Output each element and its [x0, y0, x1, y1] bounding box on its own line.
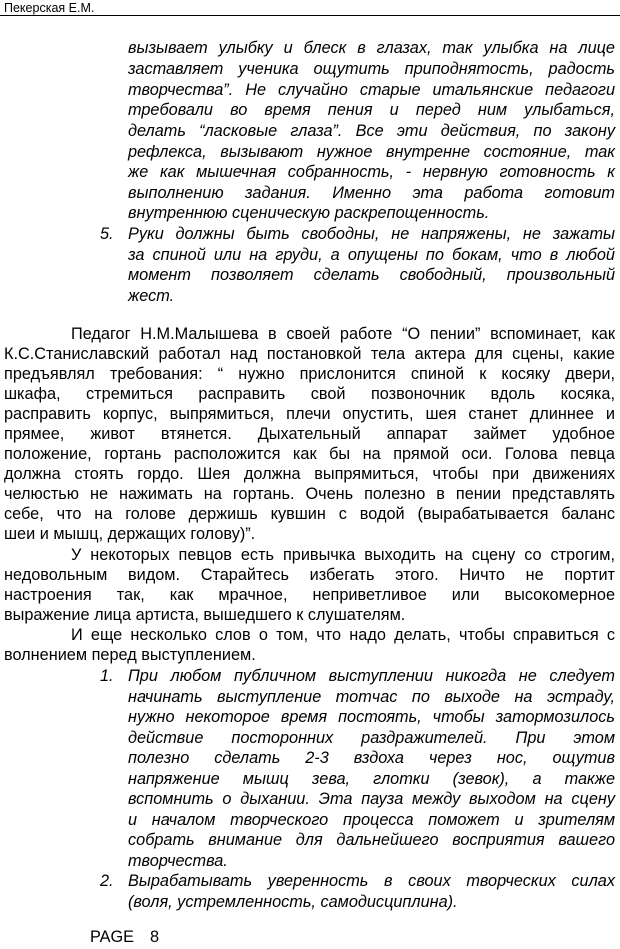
text-line: прямее, живот втянется. Дыхательный аппарат займет удобное	[4, 425, 615, 443]
text-line: настроения так, как мрачное, неприветливое или высокомерное	[4, 586, 615, 604]
text-line: И еще несколько слов о том, что надо делать, чтобы справиться с	[71, 626, 615, 644]
text-line: рефлекса, вызывают нужное внутренне состояние, так	[128, 143, 615, 161]
text-line: требовали во время пения и перед ним улыбаться,	[128, 101, 615, 119]
text-line: Руки должны быть свободны, не напряжены, не зажаты	[128, 225, 615, 243]
text-line: жест.	[128, 287, 175, 305]
text-line: Вырабатывать уверенность в своих творческих силах	[128, 872, 615, 890]
text-line: заставляет ученика ощутить приподнятость, радость	[128, 60, 615, 78]
text-line: шкафа, стремиться расправить свой позвоночник вдоль косяка,	[4, 385, 615, 403]
text-line: напряжение мышц зева, глотки (зевок), а также	[128, 770, 615, 788]
text-line: расправить корпус, выпрямиться, плечи опустить, шея станет длиннее и	[4, 405, 615, 423]
text-line: положение, гортань расположится как бы на прямой оси. Голова певца	[4, 445, 615, 463]
text-line: себе, что на голове держишь кувшин с водой (вырабатывается баланс	[4, 505, 615, 523]
text-line: При любом публичном выступлении никогда не следует	[128, 667, 615, 685]
text-line: внутреннюю сценическую раскрепощенность.	[128, 204, 490, 222]
text-line: выражение лица артиста, вышедшего к слушателям.	[4, 606, 406, 624]
text-line: действие посторонних раздражителей. При этом	[128, 729, 615, 747]
text-line: предъявлял требования: “ нужно прислонится спиной к косяку двери,	[4, 365, 615, 383]
text-line: начинать выступление тотчас по выходе на эстраду,	[128, 688, 615, 706]
text-line: Педагог Н.М.Малышева в своей работе “О пении” вспоминает, как	[71, 325, 615, 343]
text-line: (воля, устремленность, самодисциплина).	[128, 893, 458, 911]
text-line: же как мышечная собранность, - нервную готовность к	[128, 163, 615, 181]
text-line: вспомнить о дыхании. Эта пауза между выходом на сцену	[128, 790, 615, 808]
list-number: 2.	[100, 872, 114, 890]
text-line: творчества”. Не случайно старые итальянские педагоги	[128, 81, 615, 99]
text-line: должна стоять гордо. Шея должна выпрямиться, чтобы при движениях	[4, 465, 615, 483]
page-number: 8	[150, 928, 160, 946]
text-line: полезно сделать 2-3 вздоха через нос, ощутив	[128, 749, 615, 767]
page-footer	[90, 927, 159, 947]
running-head-author: Пекерская Е.М.	[4, 1, 95, 15]
text-line: делать “ласковые глаза”. Все эти действия, по закону	[128, 122, 615, 140]
text-line: волнением перед выступлением.	[4, 646, 256, 664]
text-line: момент позволяет сделать свободный, произвольный	[128, 266, 615, 284]
list-number: 5.	[100, 225, 114, 243]
text-line: за спиной или на груди, а опущены по бокам, что в любой	[128, 246, 615, 264]
text-line: недовольным видом. Старайтесь избегать этого. Ничто не портит	[4, 566, 615, 584]
text-line: шеи и мышц, держащих голову)”.	[4, 525, 256, 543]
text-line: К.С.Станиславский работал над постановкой тела актера для сцены, какие	[4, 345, 615, 363]
text-line: и началом творческого процесса поможет и зрителям	[128, 811, 615, 829]
text-line: нужно некоторое время постоять, чтобы затормозилось	[128, 708, 615, 726]
text-line: челюстью не нажимать на гортань. Очень полезно в пении представлять	[4, 485, 615, 503]
text-line: выполнению задания. Именно эта работа готовит	[128, 184, 615, 202]
text-line: У некоторых певцов есть привычка выходить на сцену со строгим,	[71, 546, 615, 564]
text-line: вызывает улыбку и блеск в глазах, так улыбка на лице	[128, 39, 615, 57]
text-line: собрать внимание для дальнейшего восприятия вашего	[128, 831, 615, 849]
page-label: PAGE	[90, 928, 135, 946]
header-rule	[0, 15, 620, 16]
text-line: творчества.	[128, 852, 228, 870]
list-number: 1.	[100, 667, 114, 685]
